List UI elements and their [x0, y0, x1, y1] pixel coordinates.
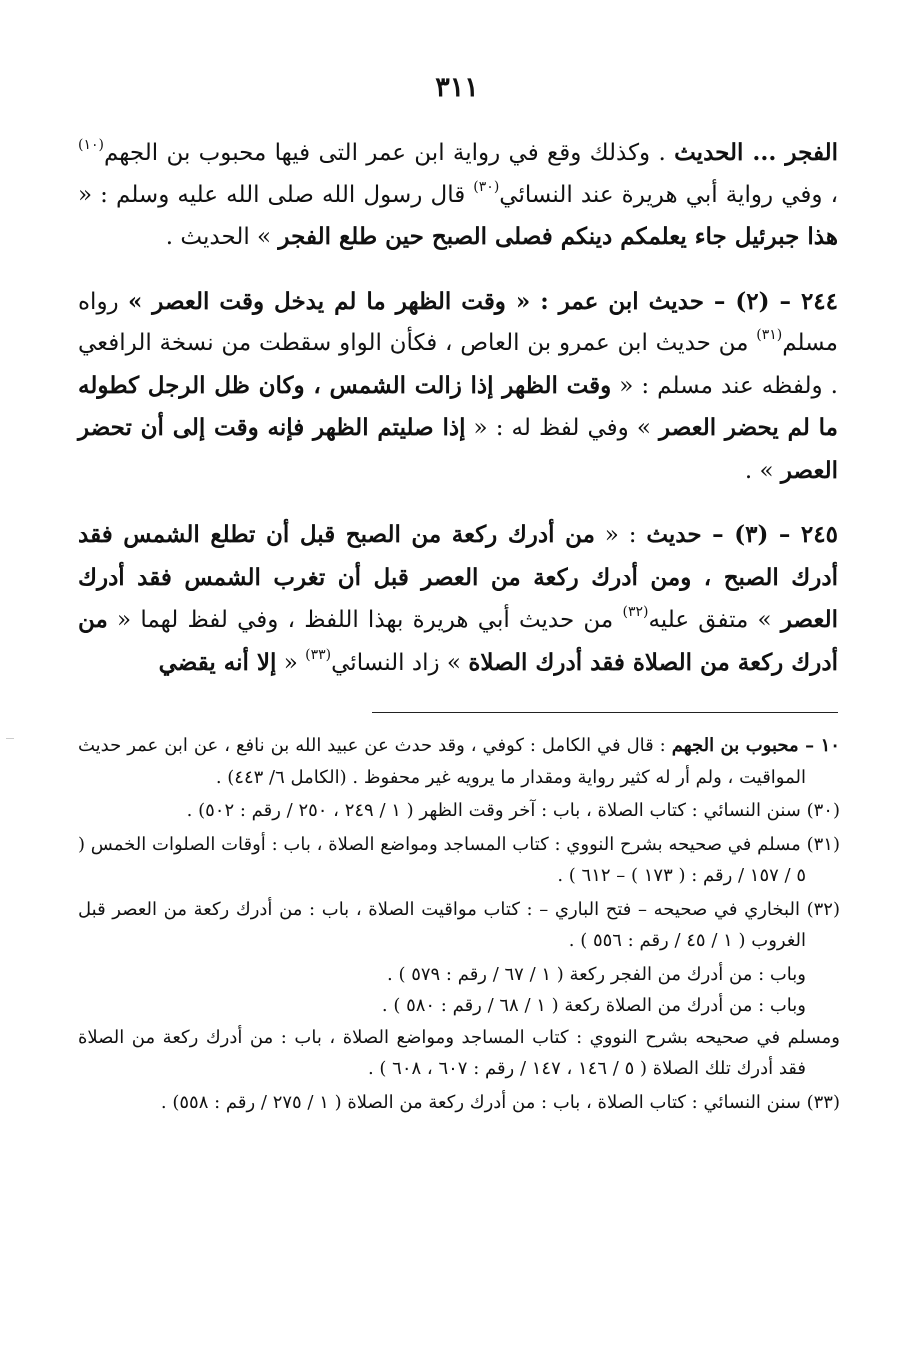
hadith-heading: ٢٤٤ – (٢) – حديث ابن عمر : « وقت الظهر ما لم يدخل وقت العصر » [127, 287, 838, 315]
text-run: قال رسول الله صلى الله عليه وسلم : « [78, 181, 474, 208]
text-run: رواه مسلم [78, 288, 838, 356]
bold-text: الفجر ... الحديث [674, 139, 838, 166]
bold-quote: من أدرك ركعة من الصلاة فقد أدرك الصلاة [78, 606, 838, 676]
text-run: من حديث أبي هريرة بهذا اللفظ ، وفي لفظ لهما « [107, 607, 623, 633]
text-run: : « [594, 522, 647, 548]
footnote-ref: (٣٢) [622, 604, 649, 620]
text-run: » . [744, 457, 781, 484]
text-run: من حديث ابن عمرو بن العاص ، فكأن الواو سقطت من نسخة الرافعي . ولفظه عند مسلم : « [78, 330, 838, 399]
footnote-30: (٣٠) سنن النسائي : كتاب الصلاة ، باب : آخر وقت الظهر ( ١ / ٢٤٩ ، ٢٥٠ / رقم : ٥٠٢) . [186, 800, 840, 821]
footnote-divider [372, 712, 838, 713]
footnote-label: ١٠ – محبوب بن الجهم [671, 735, 840, 756]
footnote-32-continuation: وباب : من أدرك من الفجر ركعة ( ١ / ٦٧ / رقم : ٥٧٩ ) . [387, 963, 806, 985]
text-run: » وفي لفظ له : « [465, 415, 660, 441]
footnote-ref: (٣١) [756, 327, 783, 343]
paragraph-3 [78, 514, 838, 684]
text-run: . وكذلك وقع في رواية ابن عمر التى فيها محبوب بن الجهم [103, 140, 675, 166]
scan-artifact [6, 738, 14, 739]
text-run: « [276, 649, 306, 676]
text-run: ، وفي رواية أبي هريرة عند النسائي [499, 181, 838, 208]
text-run: » زاد النسائي [331, 649, 469, 676]
footnote-32-continuation: وباب : من أدرك من الصلاة ركعة ( ١ / ٦٨ / رقم : ٥٨٠ ) . [381, 995, 806, 1016]
paragraph-1 [78, 132, 838, 259]
footnote-10 [78, 730, 840, 793]
bold-quote: من أدرك ركعة من الصبح قبل أن تطلع الشمس فقد أدرك الصبح ، ومن أدرك ركعة من العصر قبل أن تغرب الشمس فقد أدرك العصر [78, 521, 838, 633]
footnote-ref: (١٠) [78, 137, 104, 153]
text-run: » الحديث . [165, 224, 279, 250]
bold-quote: وقت الظهر إذا زالت الشمس ، وكان ظل الرجل كطوله ما لم يحضر العصر [78, 371, 838, 441]
hadith-heading: ٢٤٥ – (٣) – حديث [646, 521, 838, 548]
footnote-32: (٣٢) البخاري في صحيحه – فتح الباري – : كتاب مواقيت الصلاة ، باب : من أدرك ركعة من العصر قبل الغروب ( ١ / ٤٥ / رقم : ٥٥٦ ) . [78, 898, 840, 951]
paragraph-2 [78, 281, 838, 493]
footnote-32-continuation: ومسلم في صحيحه بشرح النووي : كتاب المساجد ومواضع الصلاة ، باب : من أدرك ركعة من الصلاة فقد أدرك تلك الصلاة ( ٥ / ١٤٦ ، ١٤٧ / رقم : ٦٠٧ ، ٦٠٨ ) . [78, 1026, 840, 1079]
footnotes [78, 730, 840, 1120]
text-run: » متفق عليه [648, 607, 781, 633]
bold-quote: هذا جبرئيل جاء يعلمكم دينكم فصلى الصبح حين طلع الفجر [278, 223, 838, 250]
bold-quote: إذا صليتم الظهر فإنه وقت إلى أن تحضر العصر [78, 414, 838, 484]
footnote-33: (٣٣) سنن النسائي : كتاب الصلاة ، باب : من أدرك ركعة من الصلاة ( ١ / ٢٧٥ / رقم : ٥٥٨) . [160, 1091, 840, 1113]
bold-quote: إلا أنه يقضي [158, 648, 277, 676]
main-text [78, 132, 838, 684]
footnote-ref: (٣٣) [305, 646, 332, 663]
page-number: ٣١١ [435, 72, 479, 103]
footnote-31: (٣١) مسلم في صحيحه بشرح النووي : كتاب المساجد ومواضع الصلاة ، باب : أوقات الصلوات الخمس ( ٥ / ١٥٧ / رقم : ( ١٧٣ ) – ٦١٢ ) . [78, 833, 840, 886]
footnote-text: : قال في الكامل : كوفي ، وقد حدث عن عبيد الله بن نافع ، عن ابن عمر حديث المواقيت ، ولم أر له كثير رواية ومقدار ما يرويه غير محفوظ . (الكامل ٦/ ٤٤٣) . [78, 735, 806, 788]
footnote-ref: (٣٠) [473, 178, 500, 195]
